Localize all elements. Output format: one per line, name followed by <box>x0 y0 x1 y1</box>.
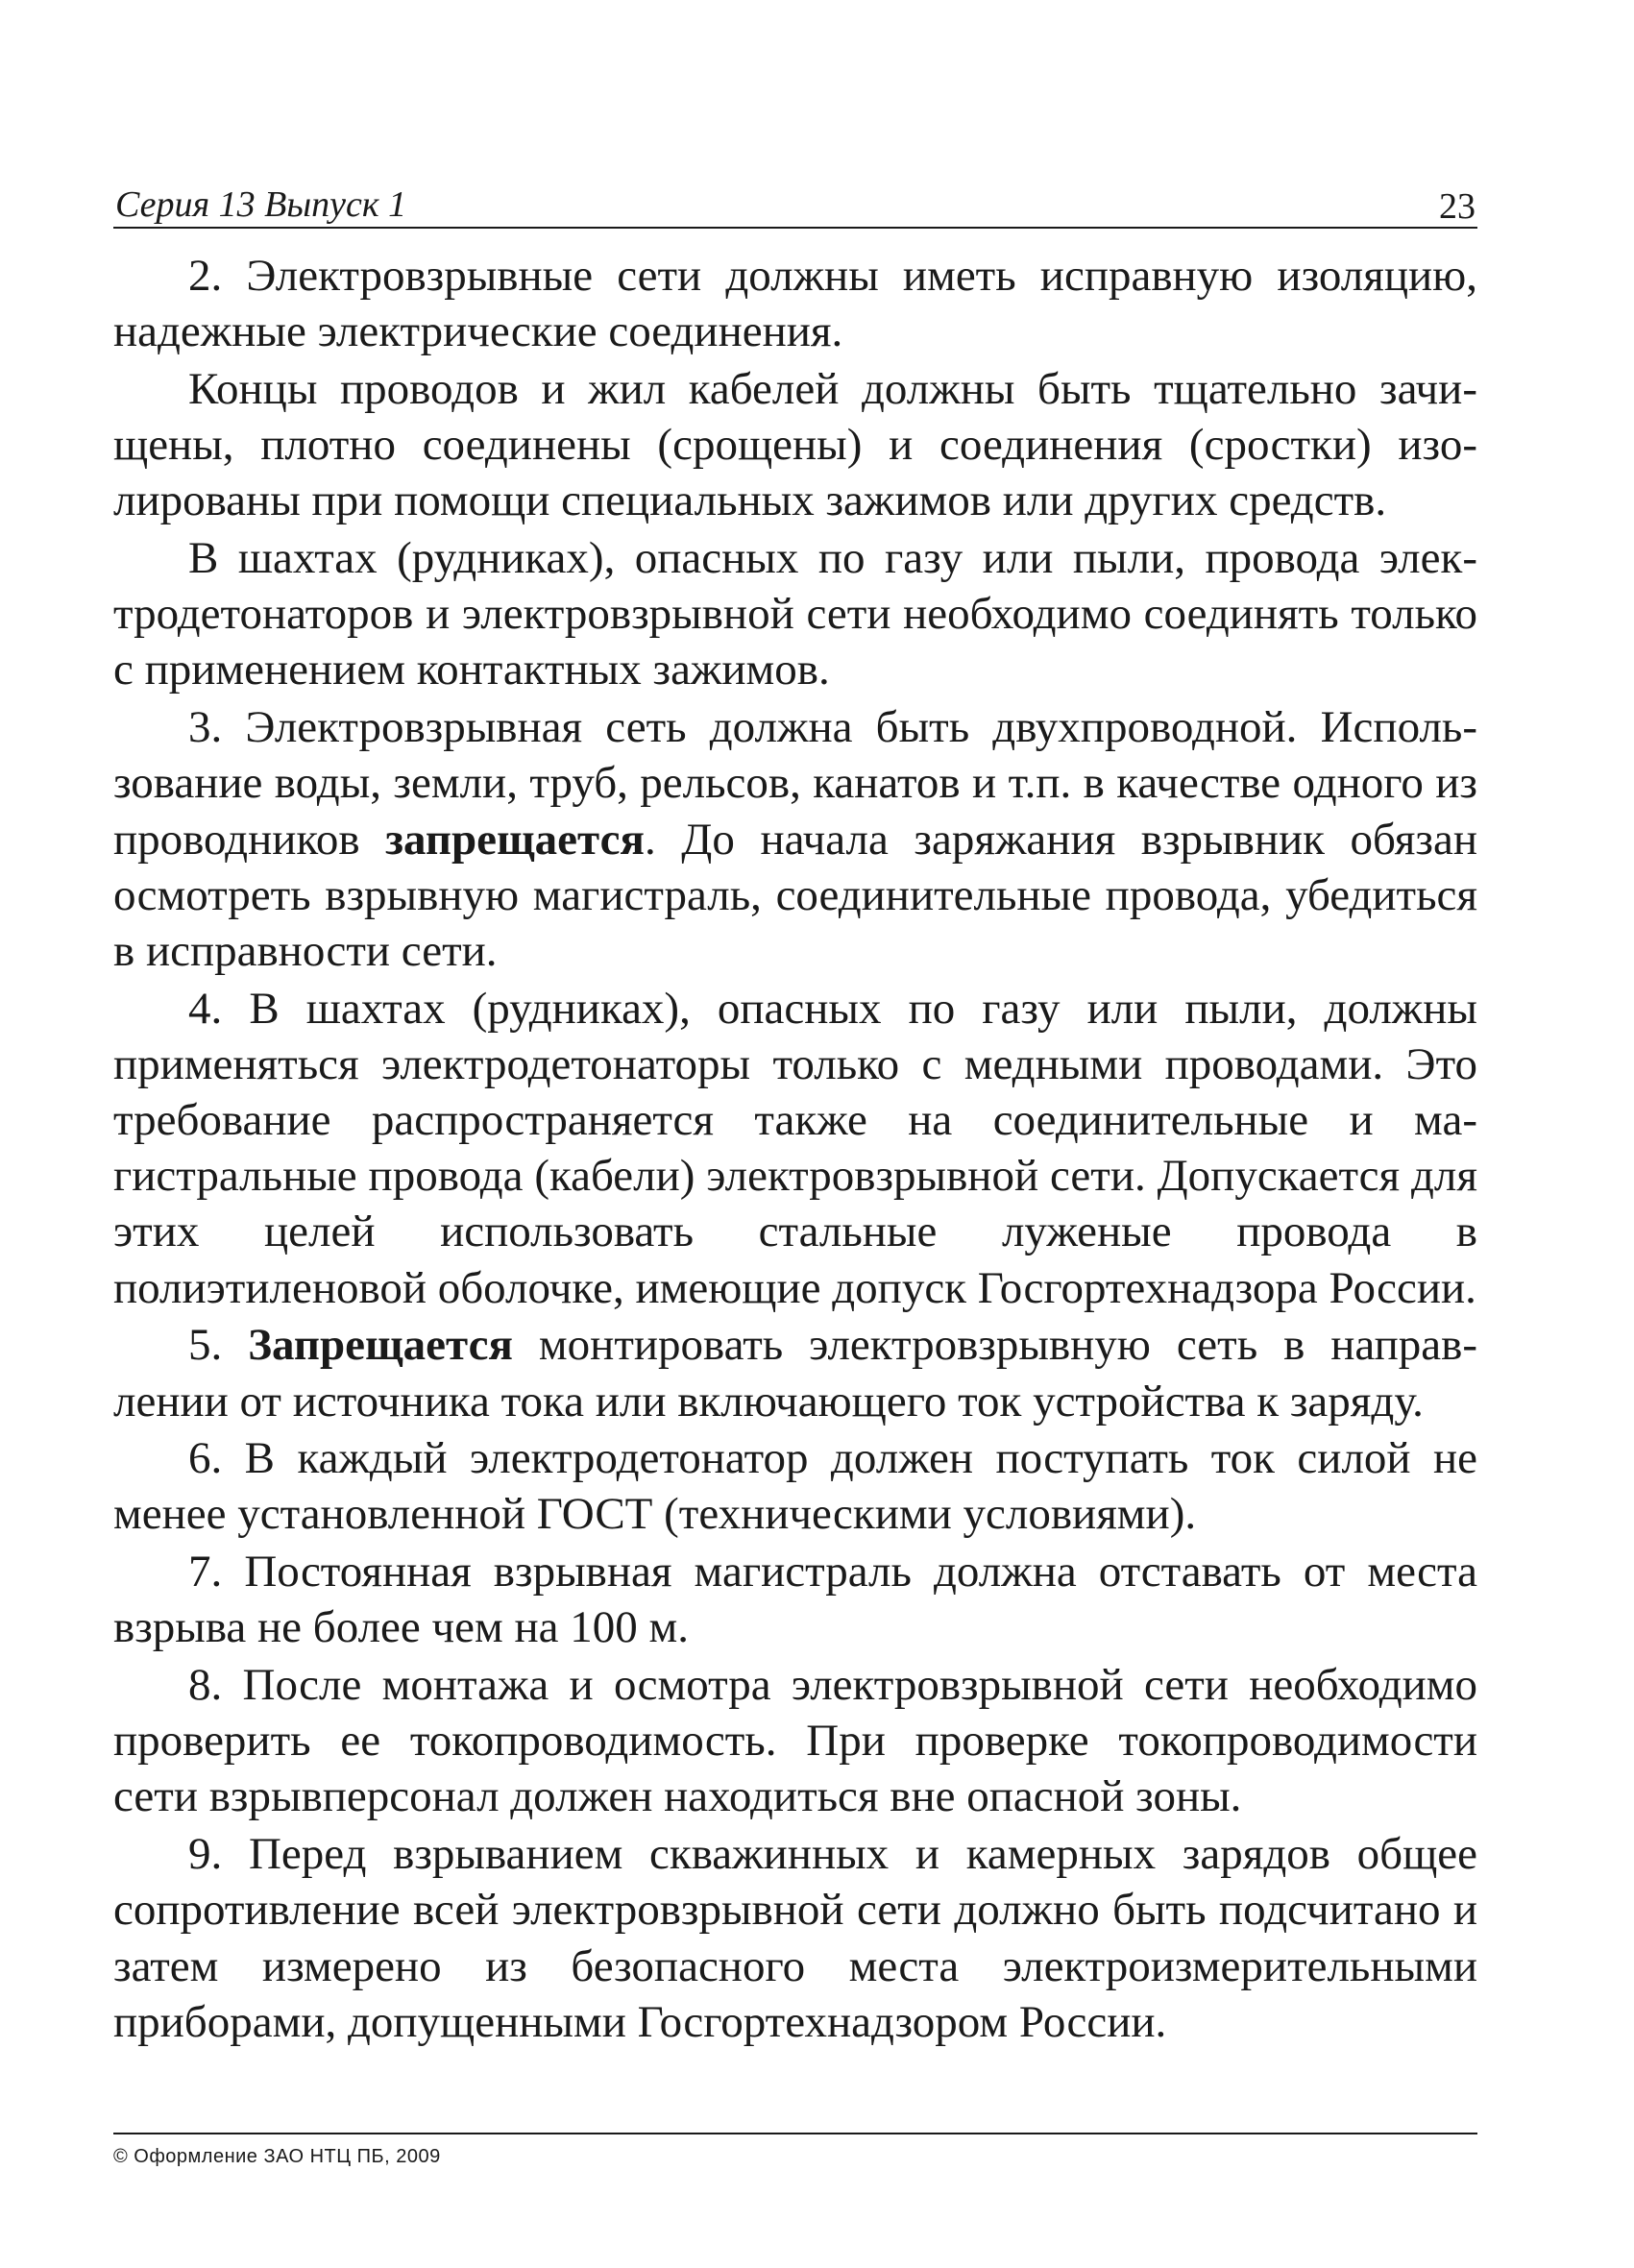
paragraph-item-5 <box>113 1317 1477 1428</box>
paragraph-text: 7. Постоянная взрывная магистраль должна отставать от места взрыва не более чем на 100 м. <box>113 1547 1477 1653</box>
paragraph-item-9 <box>113 1826 1477 2050</box>
series-title: Серия 13 Выпуск 1 <box>115 184 407 225</box>
paragraph-item-7 <box>113 1544 1477 1655</box>
paragraph-item-4 <box>113 981 1477 1316</box>
emphasis-prohibited: Запрещается <box>248 1320 513 1371</box>
paragraph-item-3 <box>113 699 1477 979</box>
paragraph-text: 8. После монтажа и осмотра электровзрывной сети необходимо проверить ее токопроводимость. При проверке токопроводимости сети взрывперсонал должен находиться вне опасной зоны. <box>113 1660 1477 1822</box>
paragraph-text: 3. Электровзрывная сеть должна быть двухпроводной. Использование воды, земли, труб, рельсов, канатов и т.п. в качестве одного из проводников <box>113 702 1477 865</box>
paragraph-wire-ends <box>113 361 1477 529</box>
document-page <box>113 0 1477 2268</box>
copyright-notice: © Оформление ЗАО НТЦ ПБ, 2009 <box>113 2146 441 2167</box>
emphasis-prohibited: запрещается <box>385 814 645 865</box>
paragraph-item-2 <box>113 248 1477 359</box>
paragraph-text: монтировать электровзрывную сеть в направлении от источника тока или включающего ток устройства к заряду. <box>113 1320 1477 1427</box>
paragraph-text: . До начала заряжания взрывник обязан осмотреть взрывную магистраль, соединительные провода, убедиться в исправности сети. <box>113 814 1478 976</box>
page-footer <box>113 2133 1477 2169</box>
paragraph-text: Концы проводов и жил кабелей должны быть тщательно зачищены, плотно соединены (срощены) и соединения (сростки) изолированы при помощи специальных зажимов или других средств. <box>113 363 1477 526</box>
paragraph-text: 5. <box>188 1320 249 1371</box>
paragraph-text: 6. В каждый электродетонатор должен поступать ток силой не менее установленной ГОСТ (техническими условиями). <box>113 1433 1477 1540</box>
paragraph-item-6 <box>113 1430 1477 1542</box>
paragraph-item-8 <box>113 1657 1477 1825</box>
running-header <box>113 183 1477 229</box>
paragraph-text: 9. Перед взрыванием скважинных и камерных зарядов общее сопротивление всей электровзрывной сети должно быть подсчитано и затем измерено из безопасного места электроизмерительными приборами, допущенными Госгортехнадзором России. <box>113 1829 1477 2047</box>
paragraph-mines-clamps <box>113 530 1477 698</box>
page-number: 23 <box>1439 186 1475 227</box>
body-text <box>113 248 1477 2052</box>
paragraph-text: В шахтах (рудниках), опасных по газу или пыли, провода электродетонаторов и электровзрывной сети необходимо соединять только с применением контактных зажимов. <box>113 533 1477 695</box>
paragraph-text: 4. В шахтах (рудниках), опасных по газу или пыли, должны применяться электродетонаторы только с медными проводами. Это требование распространяется также на соединительные и магистральные провода (кабели) электровзрывной сети. Допускается для этих целей использовать стальные луженые провода в полиэтиленовой оболочке, имеющие допуск Госгортехнадзора России. <box>113 983 1477 1313</box>
paragraph-text: 2. Электровзрывные сети должны иметь исправную изоляцию, надежные электрические соединения. <box>113 251 1477 357</box>
